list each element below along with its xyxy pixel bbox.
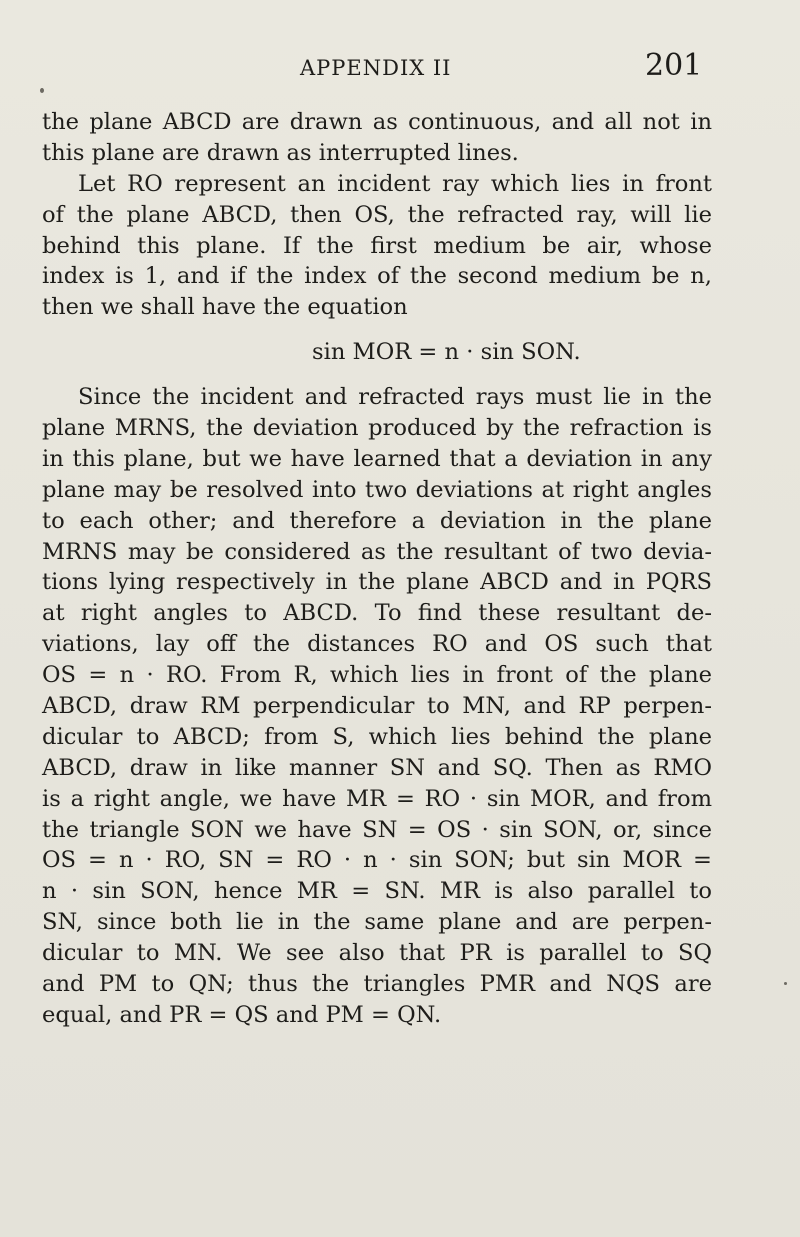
text-line: then we shall have the equation bbox=[42, 294, 408, 321]
text-line: ABCD, draw RM perpendicular to MN, and RP perpen- bbox=[42, 693, 712, 720]
text-line: this plane are drawn as interrupted lines. bbox=[42, 139, 519, 166]
text-line: equal, and PR = QS and PM = QN. bbox=[42, 1001, 442, 1028]
text-line: of the plane ABCD, then OS, the refracted ray, will lie bbox=[42, 201, 712, 228]
text-line: the plane ABCD are drawn as continuous, and all not in bbox=[42, 109, 712, 135]
text-line: index is 1, and if the index of the second medium be n, bbox=[42, 263, 712, 290]
body-text bbox=[42, 107, 712, 1031]
text-line: the triangle SON we have SN = OS · sin SON, or, since bbox=[42, 816, 712, 843]
text-line: SN, since both lie in the same plane and are perpen- bbox=[42, 909, 712, 936]
ink-speck bbox=[784, 982, 787, 985]
text-line: OS = n · RO. From R, which lies in front of the plane bbox=[42, 662, 712, 689]
ink-speck bbox=[40, 88, 44, 93]
text-line: viations, lay off the distances RO and OS such that bbox=[42, 631, 712, 658]
text-line: in this plane, but we have learned that a deviation in any bbox=[42, 445, 712, 472]
text-line: n · sin SON, hence MR = SN. MR is also parallel to bbox=[42, 878, 712, 905]
text-line: dicular to MN. We see also that PR is parallel to SQ bbox=[42, 940, 712, 967]
page-number: 201 bbox=[645, 48, 703, 83]
text-line: and PM to QN; thus the triangles PMR and NQS are bbox=[42, 971, 712, 998]
text-line: behind this plane. If the first medium be air, whose bbox=[42, 232, 712, 259]
text-line: plane may be resolved into two deviations at right angles bbox=[42, 476, 712, 503]
running-head: APPENDIX II bbox=[300, 56, 452, 80]
equation: sin MOR = n · sin SON. bbox=[312, 339, 581, 366]
text-line: Let RO represent an incident ray which lies in front bbox=[78, 170, 712, 197]
text-line: MRNS may be considered as the resultant of two devia- bbox=[42, 538, 712, 565]
text-line: at right angles to ABCD. To find these resultant de- bbox=[42, 600, 712, 627]
text-line: plane MRNS, the deviation produced by the refraction is bbox=[42, 415, 712, 442]
text-line: to each other; and therefore a deviation in the plane bbox=[42, 507, 712, 534]
text-line: is a right angle, we have MR = RO · sin MOR, and from bbox=[42, 785, 712, 812]
text-line: Since the incident and refracted rays must lie in the bbox=[78, 384, 712, 411]
text-line: tions lying respectively in the plane ABCD and in PQRS bbox=[42, 569, 712, 596]
page-header bbox=[0, 48, 800, 92]
text-line: dicular to ABCD; from S, which lies behind the plane bbox=[42, 723, 712, 750]
text-line: ABCD, draw in like manner SN and SQ. Then as RMO bbox=[42, 754, 712, 781]
text-line: OS = n · RO, SN = RO · n · sin SON; but sin MOR = bbox=[42, 847, 712, 874]
